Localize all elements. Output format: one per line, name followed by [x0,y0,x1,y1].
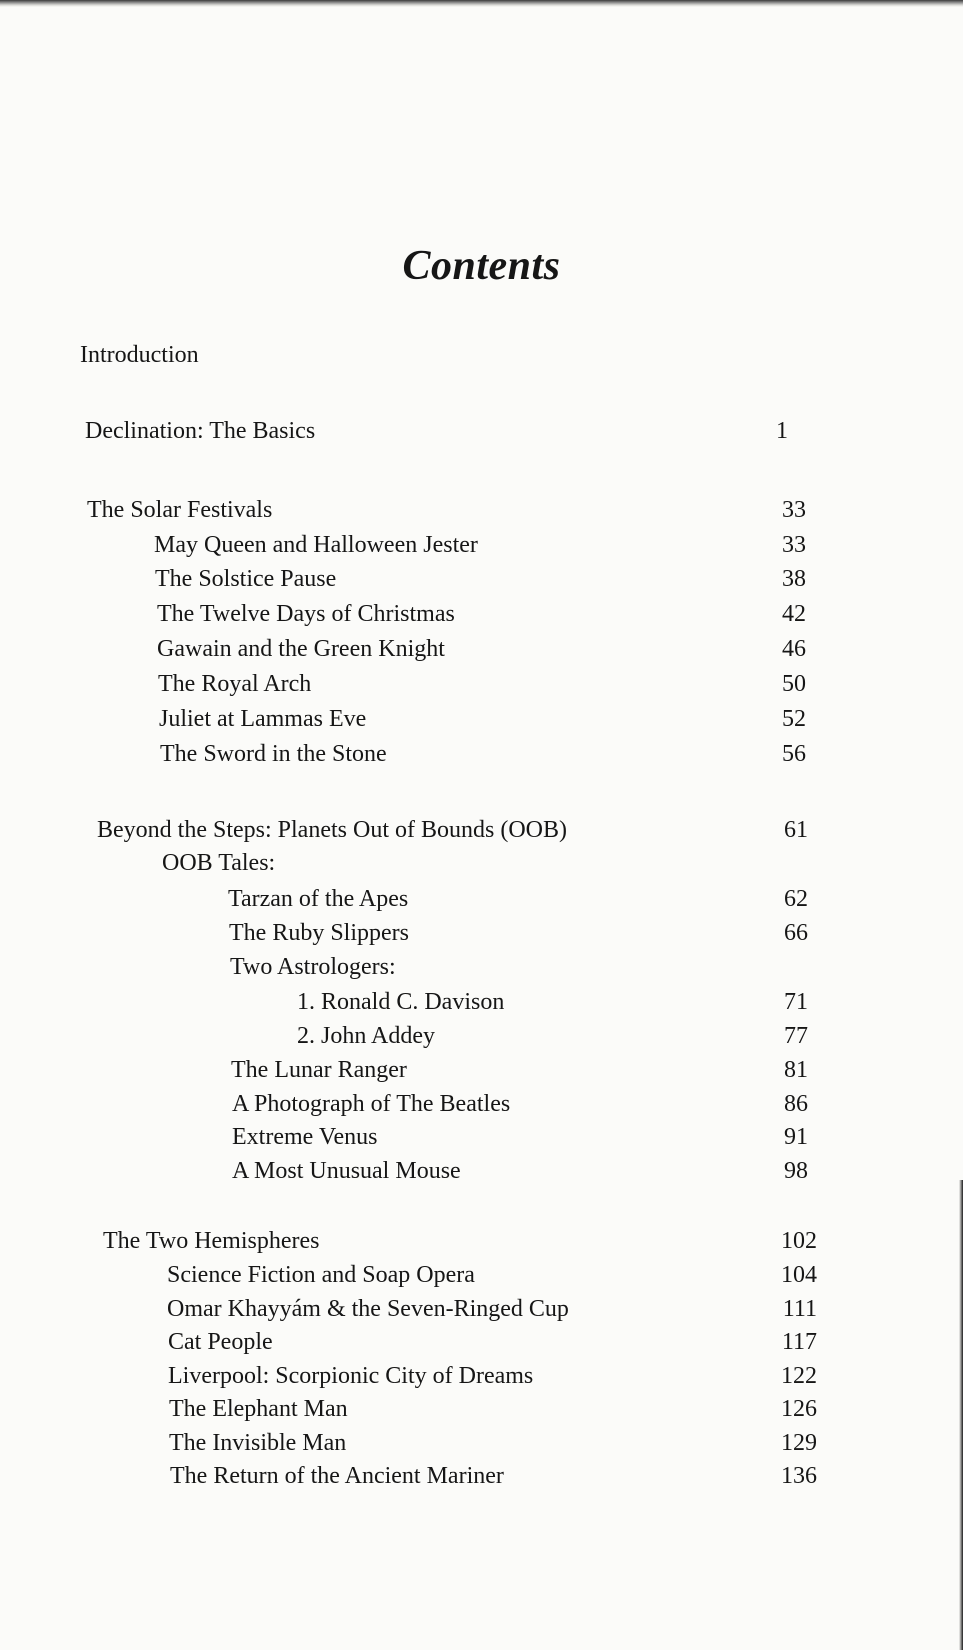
toc-entry-page: 126 [781,1396,817,1422]
toc-entry-page: 56 [782,741,806,767]
page-title: Contents [402,243,561,289]
toc-entry-label: The Solar Festivals [87,497,273,523]
toc-entry-page: 42 [782,601,806,627]
toc-entry-oob-tales [162,847,808,879]
toc-entry-twelve-days [157,598,806,630]
toc-entry-label: A Photograph of The Beatles [232,1091,511,1117]
toc-entry-page: 66 [784,920,808,946]
toc-entry-two-hemispheres [103,1225,817,1257]
toc-entry-page: 33 [782,532,806,558]
toc-entry-gawain [157,633,806,665]
toc-entry-cat-people [168,1326,817,1358]
toc-entry-beyond-steps [97,814,808,846]
toc-entry-unusual-mouse [232,1155,808,1187]
toc-entry-page: 81 [784,1057,808,1083]
toc-entry-label: Tarzan of the Apes [228,886,409,912]
toc-entry-invisible-man [169,1427,817,1459]
toc-entry-page: 46 [782,636,806,662]
toc-entry-label: The Sword in the Stone [160,741,387,767]
toc-entry-science-fiction [167,1259,817,1291]
toc-entry-label: Two Astrologers: [230,954,396,980]
toc-entry-label: Omar Khayyám & the Seven-Ringed Cup [167,1296,569,1322]
toc-entry-page: 86 [784,1091,808,1117]
toc-entry-label: Liverpool: Scorpionic City of Dreams [168,1363,534,1389]
toc-entry-label: Declination: The Basics [85,418,316,444]
toc-entry-page: 117 [781,1329,817,1355]
toc-entry-label: Beyond the Steps: Planets Out of Bounds (OOB) [97,817,567,843]
toc-entry-page: 111 [782,1296,817,1322]
toc-entry-label: The Two Hemispheres [103,1228,320,1254]
toc-entry-label: OOB Tales: [162,850,276,876]
toc-entry-page: 61 [784,817,808,843]
toc-entry-two-astrologers [230,951,808,983]
toc-entry-sword-stone [160,738,806,770]
toc-entry-lunar-ranger [231,1054,808,1086]
toc-entry-tarzan [228,883,808,915]
toc-entry-extreme-venus [232,1121,808,1153]
toc-entry-elephant-man [169,1393,817,1425]
toc-entry-label: The Ruby Slippers [229,920,409,946]
toc-entry-photograph-beatles [232,1088,808,1120]
toc-entry-page: 38 [782,566,806,592]
toc-entry-label: The Twelve Days of Christmas [157,601,455,627]
toc-entry-label: Gawain and the Green Knight [157,636,445,662]
toc-entry-label: 2. John Addey [297,1023,435,1049]
toc-entry-page: 102 [781,1228,817,1254]
toc-entry-label: The Lunar Ranger [231,1057,407,1083]
toc-entry-page: 136 [781,1463,817,1489]
toc-entry-label: The Elephant Man [169,1396,348,1422]
toc-entry-solstice-pause [155,563,806,595]
toc-entry-page: 52 [782,706,806,732]
toc-entry-solar-festivals [87,494,806,526]
toc-entry-page: 122 [781,1363,817,1389]
toc-entry-label: The Invisible Man [169,1430,347,1456]
toc-entry-label: The Royal Arch [158,671,312,697]
toc-entry-ancient-mariner [170,1460,817,1492]
toc-entry-page: 1 [776,418,788,444]
toc-entry-introduction [80,339,783,371]
toc-entry-page: 98 [784,1158,808,1184]
toc-entry-royal-arch [158,668,806,700]
toc-entry-label: 1. Ronald C. Davison [297,989,505,1015]
toc-entry-ruby-slippers [229,917,808,949]
toc-entry-omar-khayyam [167,1293,817,1325]
toc-entry-label: The Solstice Pause [155,566,337,592]
toc-entry-label: Science Fiction and Soap Opera [167,1262,475,1288]
toc-entry-label: May Queen and Halloween Jester [154,532,478,558]
toc-entry-label: The Return of the Ancient Mariner [170,1463,504,1489]
toc-entry-john-addey [297,1020,808,1052]
toc-entry-label: Cat People [168,1329,273,1355]
toc-entry-juliet [159,703,806,735]
toc-entry-page: 77 [784,1023,808,1049]
toc-entry-page: 71 [784,989,808,1015]
toc-entry-may-queen [154,529,806,561]
toc-entry-declination-basics [85,415,788,447]
toc-entry-label: Extreme Venus [232,1124,378,1150]
toc-entry-label: Juliet at Lammas Eve [159,706,367,732]
toc-entry-page: 50 [782,671,806,697]
toc-entry-page: 91 [784,1124,808,1150]
toc-entry-page: 104 [781,1262,817,1288]
toc-entry-page: 33 [782,497,806,523]
toc-entry-label: A Most Unusual Mouse [232,1158,461,1184]
toc-entry-page: 62 [784,886,808,912]
toc-entry-page: 129 [781,1430,817,1456]
toc-entry-label: Introduction [80,342,199,368]
toc-entry-liverpool [168,1360,817,1392]
toc-entry-ronald-davison [297,986,808,1018]
